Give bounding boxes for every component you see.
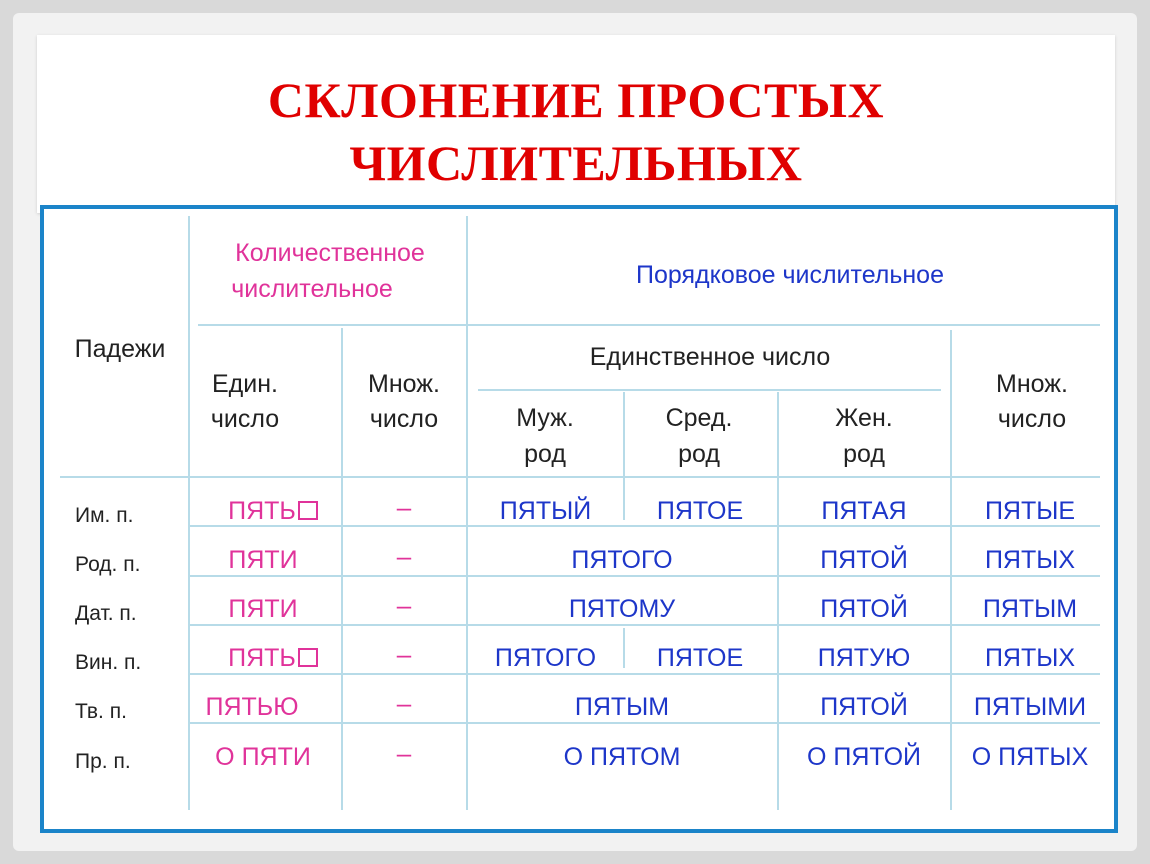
slide-title [37,69,1115,195]
cardinal-singular [190,641,356,676]
case-label: Дат. п. [75,602,137,625]
ordinal-fem: ПЯТОЙ [820,693,908,721]
header-ord-sing: Единственное число [589,343,831,371]
case-label: Род. п. [75,553,141,576]
ordinal-plural: ПЯТЫЕ [984,497,1076,525]
header-masc-line2: род [524,440,566,468]
ordinal-fem: ПЯТУЮ [817,644,911,672]
ordinal-masc-neut: ПЯТОМУ [568,595,676,623]
case-label: Пр. п. [75,750,131,773]
ordinal-fem: ПЯТОЙ [820,595,908,623]
ordinal-fem: ПЯТОЙ [820,546,908,574]
header-card-sing-line1: Един. [212,370,278,398]
header-card-sing-line2: число [210,405,280,433]
ordinal-plural: ПЯТЫХ [984,546,1076,574]
title-line-2: ЧИСЛИТЕЛЬНЫХ [349,135,803,191]
ordinal-neut: ПЯТОЕ [656,497,744,525]
ordinal-masc: ПЯТОГО [494,644,597,672]
ordinal-plural: ПЯТЫМ [982,595,1078,623]
cardinal-singular: О ПЯТИ [215,743,311,771]
header-fem-line2: род [843,440,885,468]
case-label: Вин. п. [75,651,142,674]
cardinal-singular: ПЯТЬЮ [205,693,299,721]
empty-box-icon [298,501,318,520]
ordinal-masc-neut: О ПЯТОМ [563,743,681,771]
title-box [37,35,1115,213]
cardinal-plural-dash: – [396,541,412,571]
case-label: Тв. п. [75,700,127,723]
cardinal-text: ПЯТЬ [228,497,296,525]
ordinal-plural: ПЯТЫМИ [973,693,1087,721]
header-ordinal: Порядковое числительное [635,261,944,289]
header-neut-line2: род [678,440,720,468]
cardinal-plural-dash: – [396,492,412,522]
cardinal-plural-dash: – [396,639,412,669]
header-cardinal-line2: числительное [231,275,393,303]
cardinal-plural-dash: – [396,590,412,620]
header-masc-line1: Муж. [516,404,574,432]
header-fem-line1: Жен. [835,404,893,432]
ordinal-fem: ПЯТАЯ [821,497,907,525]
cardinal-plural-dash: – [396,738,412,768]
header-neut-line1: Сред. [665,404,733,432]
header-cases: Падежи [74,335,166,363]
cardinal-text: ПЯТЬ [228,644,296,672]
empty-box-icon [298,648,318,667]
case-label: Им. п. [75,504,134,527]
cardinal-singular: ПЯТИ [228,546,298,574]
header-cardinal-line1: Количественное [235,239,425,267]
header-card-plur-line2: число [369,405,439,433]
ordinal-neut: ПЯТОЕ [656,644,744,672]
ordinal-plural: ПЯТЫХ [984,644,1076,672]
ordinal-plural: О ПЯТЫХ [971,743,1089,771]
cardinal-singular [190,494,356,529]
cardinal-plural-dash: – [396,688,412,718]
ordinal-masc-neut: ПЯТЫМ [574,693,670,721]
header-ord-plur-line1: Множ. [996,370,1068,398]
ordinal-masc-neut: ПЯТОГО [571,546,673,574]
cardinal-singular: ПЯТИ [228,595,298,623]
title-line-1: СКЛОНЕНИЕ ПРОСТЫХ [267,72,885,128]
header-ord-plur-line2: число [997,405,1067,433]
ordinal-fem: О ПЯТОЙ [807,743,921,771]
header-card-plur-line1: Множ. [368,370,440,398]
ordinal-masc: ПЯТЫЙ [499,497,592,525]
